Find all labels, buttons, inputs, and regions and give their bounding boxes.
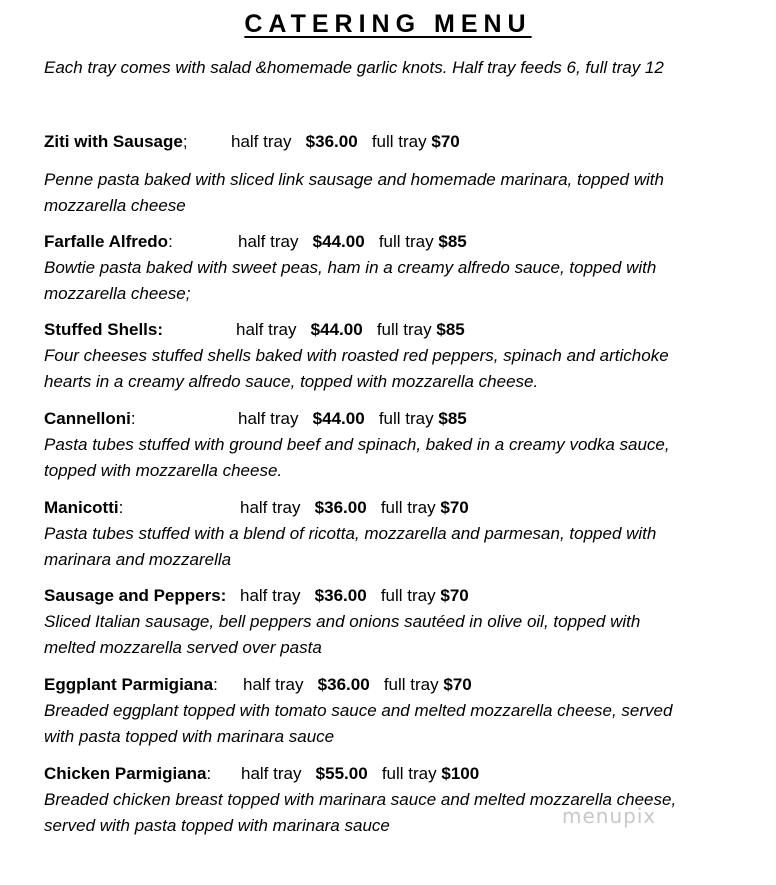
item-prices xyxy=(240,497,469,519)
item-description xyxy=(44,432,744,484)
menu-item-cannelloni xyxy=(44,408,744,484)
menupix-watermark: menupix xyxy=(562,804,657,828)
description-line: Bowtie pasta baked with sweet peas, ham in a creamy alfredo sauce, topped with xyxy=(44,258,657,277)
half-tray-label: half tray xyxy=(238,232,299,251)
menu-item-eggplant-parmigiana xyxy=(44,674,744,750)
item-name: Ziti with Sausage; xyxy=(44,132,188,151)
description-line: Breaded eggplant topped with tomato sauce and melted mozzarella cheese, served xyxy=(44,701,673,720)
half-tray-label: half tray xyxy=(238,409,299,428)
half-tray-price: $36.00 xyxy=(317,675,370,694)
full-tray-price: $85 xyxy=(438,232,467,251)
full-tray-price: $100 xyxy=(441,764,480,783)
half-tray-label: half tray xyxy=(236,320,297,339)
item-prices xyxy=(241,763,479,785)
full-tray-label: full tray xyxy=(371,132,427,151)
full-tray-price: $85 xyxy=(436,320,465,339)
menu-item-farfalle-alfredo xyxy=(44,231,744,307)
item-prices xyxy=(238,231,467,253)
half-tray-price: $36.00 xyxy=(314,586,367,605)
description-line: Penne pasta baked with sliced link sausage and homemade marinara, topped with xyxy=(44,170,664,189)
full-tray-label: full tray xyxy=(378,409,434,428)
description-line: Breaded chicken breast topped with marinara sauce and melted mozzarella cheese, xyxy=(44,790,677,809)
description-line: Pasta tubes stuffed with a blend of ricotta, mozzarella and parmesan, topped with xyxy=(44,524,657,543)
full-tray-label: full tray xyxy=(376,320,432,339)
full-tray-label: full tray xyxy=(380,586,436,605)
item-description xyxy=(44,609,744,661)
item-header xyxy=(44,674,744,696)
half-tray-price: $44.00 xyxy=(312,409,365,428)
full-tray-price: $70 xyxy=(440,586,469,605)
description-line: Four cheeses stuffed shells baked with roasted red peppers, spinach and artichoke xyxy=(44,346,669,365)
description-line: mozzarella cheese xyxy=(44,196,186,215)
item-header xyxy=(44,231,744,253)
half-tray-price: $44.00 xyxy=(312,232,365,251)
item-prices xyxy=(243,674,472,696)
item-description xyxy=(44,521,744,573)
half-tray-label: half tray xyxy=(240,498,301,517)
menu-item-stuffed-shells xyxy=(44,319,744,395)
item-header xyxy=(44,585,744,607)
full-tray-price: $85 xyxy=(438,409,467,428)
item-name: Manicotti: xyxy=(44,498,124,517)
item-description xyxy=(44,343,744,395)
full-tray-label: full tray xyxy=(381,764,437,783)
item-header xyxy=(44,763,744,785)
description-line: Pasta tubes stuffed with ground beef and spinach, baked in a creamy vodka sauce, xyxy=(44,435,670,454)
description-line: melted mozzarella served over pasta xyxy=(44,638,322,657)
description-line: marinara and mozzarella xyxy=(44,550,232,569)
half-tray-price: $44.00 xyxy=(310,320,363,339)
full-tray-label: full tray xyxy=(383,675,439,694)
item-name: Farfalle Alfredo: xyxy=(44,232,173,251)
description-line: served with pasta topped with marinara sauce xyxy=(44,816,390,835)
item-description xyxy=(44,255,744,307)
item-header xyxy=(44,131,744,153)
item-prices xyxy=(240,585,469,607)
full-tray-price: $70 xyxy=(431,132,460,151)
description-line: with pasta topped with marinara sauce xyxy=(44,727,335,746)
full-tray-price: $70 xyxy=(440,498,469,517)
full-tray-label: full tray xyxy=(378,232,434,251)
item-description xyxy=(44,698,744,750)
half-tray-label: half tray xyxy=(243,675,304,694)
full-tray-price: $70 xyxy=(443,675,472,694)
item-prices xyxy=(236,319,465,341)
item-header xyxy=(44,408,744,430)
half-tray-label: half tray xyxy=(240,586,301,605)
menu-subtitle: Each tray comes with salad &homemade garlic knots. Half tray feeds 6, full tray 12 xyxy=(44,58,664,77)
item-header xyxy=(44,497,744,519)
half-tray-price: $36.00 xyxy=(314,498,367,517)
half-tray-price: $36.00 xyxy=(305,132,358,151)
item-prices xyxy=(238,408,467,430)
menu-item-sausage-and-peppers xyxy=(44,585,744,661)
half-tray-label: half tray xyxy=(241,764,302,783)
menu-title xyxy=(0,9,776,39)
item-name: Cannelloni: xyxy=(44,409,136,428)
item-header xyxy=(44,319,744,341)
description-line: Sliced Italian sausage, bell peppers and onions sautéed in olive oil, topped with xyxy=(44,612,641,631)
menu-item-ziti-with-sausage xyxy=(44,131,744,219)
description-line: hearts in a creamy alfredo sauce, topped with mozzarella cheese. xyxy=(44,372,539,391)
item-prices xyxy=(231,131,460,153)
full-tray-label: full tray xyxy=(380,498,436,517)
item-description xyxy=(44,167,744,219)
description-line: topped with mozzarella cheese. xyxy=(44,461,283,480)
menu-item-manicotti xyxy=(44,497,744,573)
item-name: Eggplant Parmigiana: xyxy=(44,675,218,694)
item-name: Chicken Parmigiana: xyxy=(44,764,212,783)
description-line: mozzarella cheese; xyxy=(44,284,191,303)
menu-title-text: CATERING MENU xyxy=(244,10,532,38)
item-name: Stuffed Shells: xyxy=(44,320,164,339)
half-tray-label: half tray xyxy=(231,132,292,151)
half-tray-price: $55.00 xyxy=(315,764,368,783)
item-name: Sausage and Peppers: xyxy=(44,586,227,605)
